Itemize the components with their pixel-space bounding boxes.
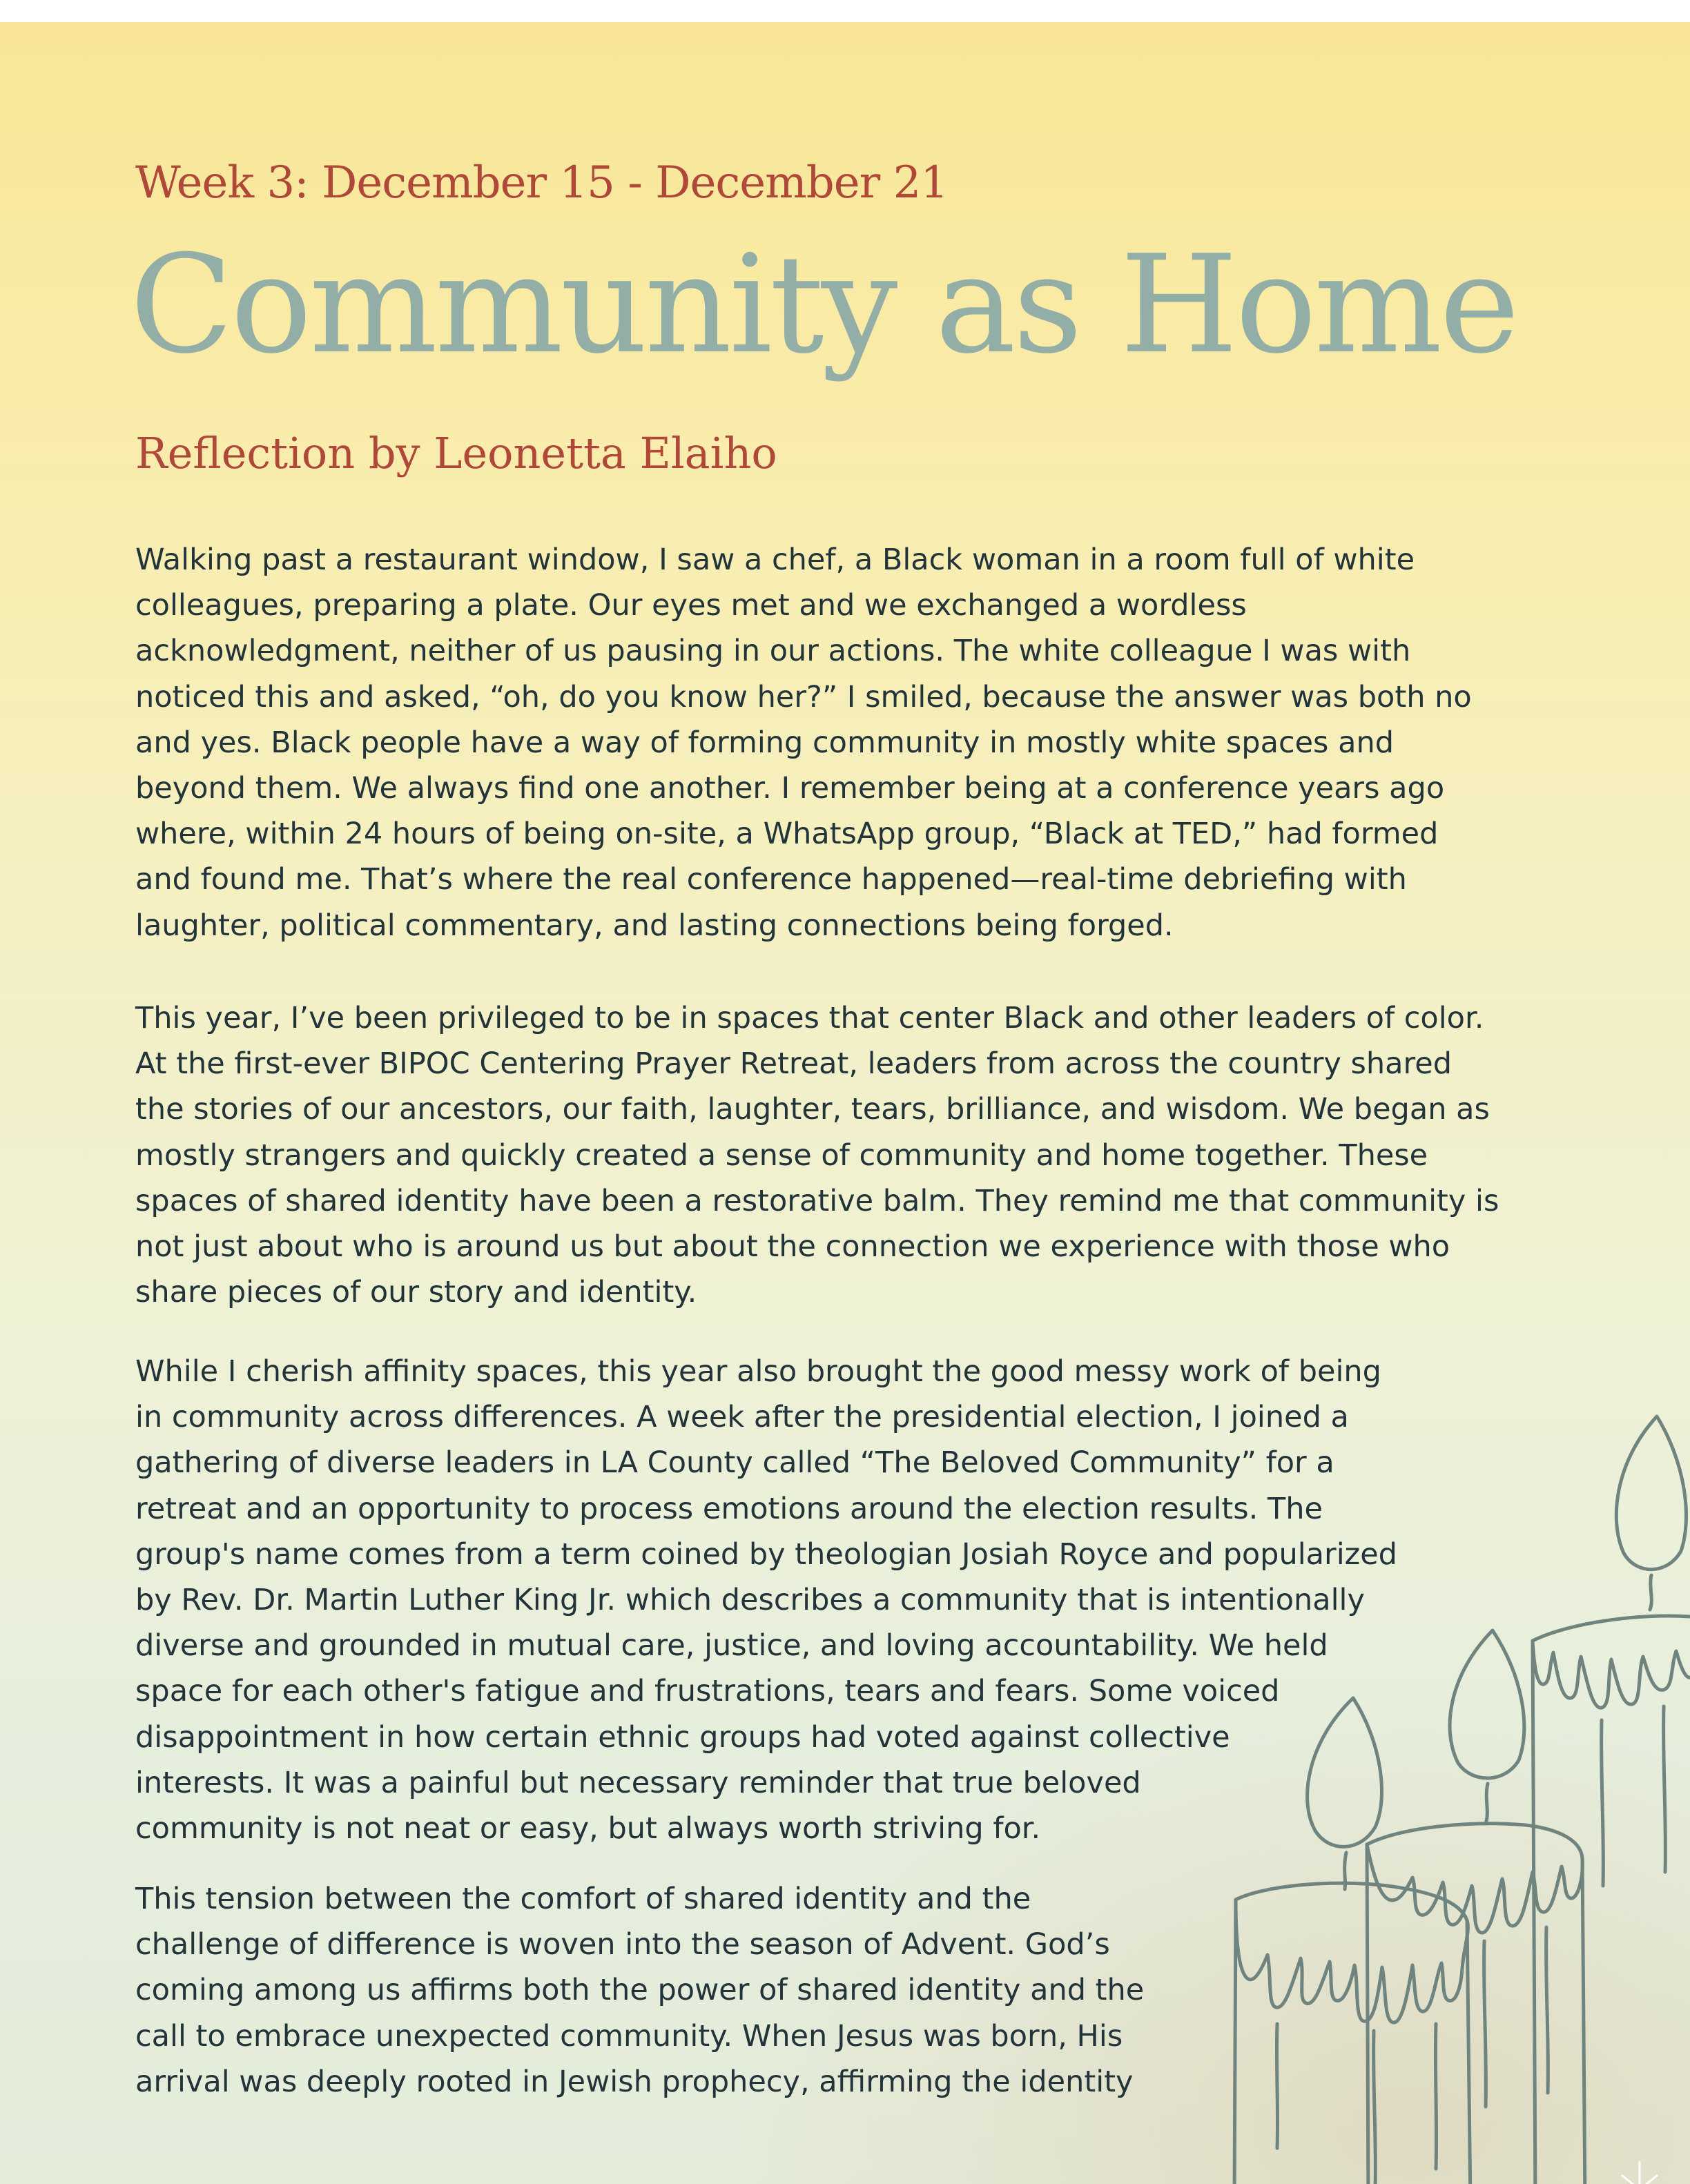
candle-drip-icon — [1602, 1706, 1666, 1886]
text-line: disappointment in how certain ethnic groups had voted against collective — [135, 1719, 1230, 1755]
paragraph-4 — [135, 1876, 1144, 2105]
text-line: colleagues, preparing a plate. Our eyes met and we exchanged a wordless — [135, 588, 1247, 623]
flame-icon — [1450, 1630, 1524, 1778]
text-line: challenge of difference is woven into the season of Advent. God’s — [135, 1927, 1110, 1962]
text-line: Walking past a restaurant window, I saw a chef, a Black woman in a room full of white — [135, 543, 1415, 577]
text-line: in community across differences. A week after the presidential election, I joined a — [135, 1400, 1349, 1435]
text-line: retreat and an opportunity to process emotions around the election results. The — [135, 1491, 1323, 1526]
text-line: gathering of diverse leaders in LA County called “The Beloved Community” for a — [135, 1445, 1334, 1481]
text-line: At the first-ever BIPOC Centering Prayer Retreat, leaders from across the country shared — [135, 1046, 1452, 1082]
flame-icon — [1308, 1698, 1382, 1846]
text-line: noticed this and asked, “oh, do you know her?” I smiled, because the answer was both no — [135, 679, 1472, 714]
text-line: mostly strangers and quickly created a sense of community and home together. These — [135, 1138, 1428, 1173]
text-line: and found me. That’s where the real conference happened—real-time debriefing with — [135, 862, 1407, 897]
text-line: This year, I’ve been privileged to be in spaces that center Black and other leaders of color. — [135, 1001, 1484, 1035]
text-line: diverse and grounded in mutual care, justice, and loving accountability. We held — [135, 1628, 1328, 1664]
glow-icon — [1622, 2162, 1657, 2184]
text-line: This tension between the comfort of shared identity and the — [135, 1882, 1031, 1916]
paragraph-1 — [135, 537, 1472, 948]
text-line: arrival was deeply rooted in Jewish prophecy, affirming the identity — [135, 2064, 1134, 2099]
text-line: beyond them. We always find one another. I remember being at a conference years ago — [135, 771, 1445, 806]
candles-illustration-icon — [1201, 1375, 1690, 2184]
byline: Reflection by Leonetta Elaiho — [135, 428, 777, 478]
text-line: by Rev. Dr. Martin Luther King Jr. which describes a community that is intentionally — [135, 1583, 1365, 1618]
text-line: group's name comes from a term coined by theologian Josiah Royce and popularized — [135, 1537, 1397, 1572]
page-title: Community as Home — [130, 226, 1517, 384]
text-line: spaces of shared identity have been a restorative balm. They remind me that community is — [135, 1183, 1499, 1218]
text-line: where, within 24 hours of being on-site, a WhatsApp group, “Black at TED,” had formed — [135, 817, 1439, 852]
page — [0, 22, 1690, 2184]
text-line: share pieces of our story and identity. — [135, 1275, 697, 1310]
candle-body-icon — [1533, 1641, 1535, 2184]
candle-drip-icon — [1276, 2024, 1436, 2184]
paragraph-2 — [135, 995, 1499, 1315]
text-line: laughter, political commentary, and lasting connections being forged. — [135, 908, 1174, 943]
text-line: While I cherish affinity spaces, this year also brought the good messy work of being — [135, 1354, 1381, 1389]
flame-icon — [1616, 1416, 1686, 1570]
wick-icon — [1650, 1575, 1651, 1610]
text-line: not just about who is around us but about the connection we experience with those who — [135, 1229, 1450, 1265]
text-line: and yes. Black people have a way of forming community in mostly white spaces and — [135, 725, 1395, 760]
candle-icon — [1533, 1616, 1690, 1708]
candle-drip-icon — [1484, 1927, 1548, 2107]
text-line: space for each other's fatigue and frustrations, tears and fears. Some voiced — [135, 1674, 1280, 1709]
text-line: coming among us affirms both the power of shared identity and the — [135, 1973, 1145, 2008]
wick-icon — [1486, 1784, 1488, 1824]
text-line: call to embrace unexpected community. When Jesus was born, His — [135, 2018, 1123, 2054]
text-line: the stories of our ancestors, our faith, laughter, tears, brilliance, and wisdom. We began as — [135, 1092, 1490, 1127]
text-line: interests. It was a painful but necessary reminder that true beloved — [135, 1765, 1141, 1800]
text-line: community is not neat or easy, but always worth striving for. — [135, 1811, 1041, 1846]
text-line: acknowledgment, neither of us pausing in our actions. The white colleague I was with — [135, 634, 1411, 669]
week-heading: Week 3: December 15 - December 21 — [135, 157, 948, 208]
candle-icon — [1367, 1824, 1582, 1933]
